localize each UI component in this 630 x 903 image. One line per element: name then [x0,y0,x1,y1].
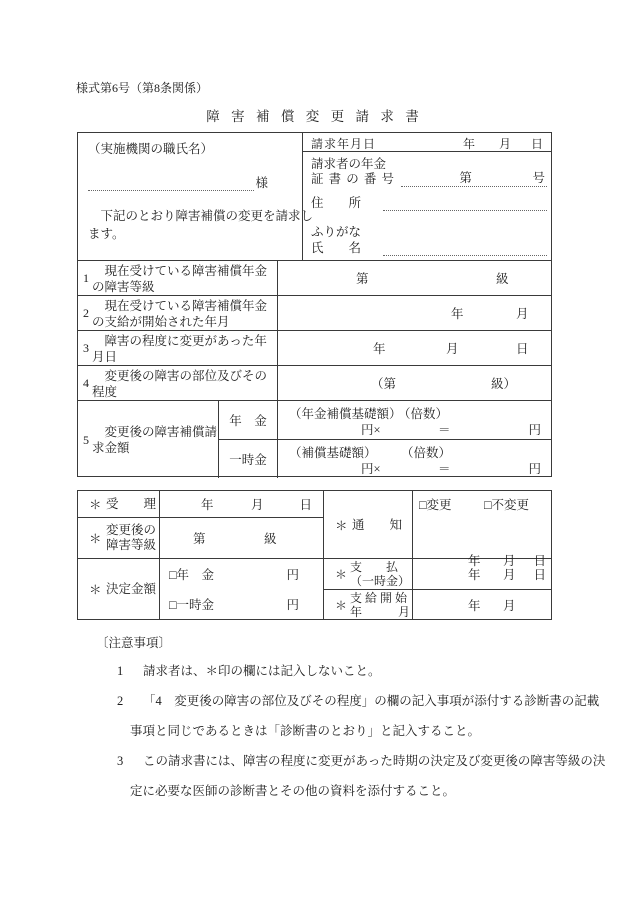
amount-label-cell: ＊ 決定金額 [78,559,160,619]
checkbox-pension[interactable]: □年 金 [169,568,215,582]
row2-label: 2 現在受けている障害補償年金 の支給が開始された年月 [78,296,278,330]
yen-label: 円 [286,568,299,582]
asterisk-mark: ＊ [335,518,348,533]
declaration-text: 下記のとおり障害補償の変更を請求し ます。 [88,209,314,241]
year-label: 年 [463,137,476,151]
agency-label: （実施機関の職氏名） [88,142,214,156]
day-label: 日 [530,137,543,151]
request-date-row [303,133,551,152]
cert-label-line2: 証 書 の 番 号 [311,172,396,186]
cert-number-row [311,169,547,187]
start-label-cell: ＊ 支 給 開 始 年 月 [324,590,413,619]
form-number: 様式第6号（第8条関係） [76,81,209,95]
row-number: 3 [83,341,89,355]
table-row [78,330,551,365]
asterisk-mark: ＊ [89,532,102,546]
row-number: 1 [83,271,89,285]
notice-label-cell: ＊ 通 知 [324,491,413,559]
notes-heading: 〔注意事項〕 [96,636,172,650]
header-section [78,133,551,260]
page-title: 障 害 補 償 変 更 請 求 書 [206,109,423,124]
start-date-field[interactable]: 年 月 [468,598,516,613]
row3-value-field[interactable]: 年 月 日 [373,342,529,356]
yen-label: 円 [286,598,299,612]
asterisk-mark: ＊ [335,598,348,612]
amount-value-field [160,559,324,619]
row5-label: 5 変更後の障害補償請 求金額 [78,401,219,478]
table-row [78,295,551,330]
asterisk-mark: ＊ [335,567,348,582]
cert-number-input-line[interactable] [401,172,547,187]
row4-value-field[interactable]: （第 級） [371,377,517,391]
payment-date-field[interactable]: 年 月 日 [413,559,551,590]
claimant-cell [303,133,551,260]
name-label: 氏 名 [311,241,362,255]
agency-name-input-line[interactable] [88,177,254,191]
row3-label: 3 障害の程度に変更があった年 月日 [78,331,278,365]
row4-label: 4 変更後の障害の部位及びその 程度 [78,366,278,400]
furigana-label: ふりがな [311,225,362,239]
name-row [311,238,547,256]
checkbox-lumpsum[interactable]: □一時金 [169,598,215,612]
checkbox-change[interactable]: □変更 [419,498,452,512]
main-table [77,132,552,477]
pension-sublabel: 年 金 [219,401,278,439]
name-input-line[interactable] [383,241,547,256]
notes-list [117,656,606,806]
row-number: 5 [83,432,89,447]
agency-cell [78,133,314,260]
checkbox-no-change[interactable]: □不変更 [484,498,530,512]
table-row [78,260,551,295]
sama-suffix: 様 [255,176,268,190]
note-number: 1 [117,664,124,678]
address-input-line[interactable] [383,196,547,211]
row1-value-field[interactable]: 第 級 [356,272,509,286]
list-item: 1 請求者は、＊印の欄には記入しないこと。 [117,656,587,686]
address-label: 住 所 [311,196,362,210]
list-item: 2 「4 変更後の障害の部位及びその程度」の欄の記入事項が添付する診断書の記載 事項と同じであるときは「診断書のとおり」と記入すること。 [117,686,587,746]
row-number: 2 [83,306,89,320]
asterisk-mark: ＊ [89,498,102,512]
notice-result-field: □変更 □不変更 年 月 日 [413,491,551,559]
agency-name-row [88,173,292,191]
list-item: 3 この請求書には、障害の程度に変更があった時期の決定及び変更後の障害等級の決 定に必要な医師の診断書とその他の資料を添付すること。 [117,746,587,806]
request-date-label: 請求年月日 [311,137,377,151]
accept-label-cell: ＊ 受 理 [78,491,160,518]
office-use-table [77,490,552,620]
month-label: 月 [499,137,512,151]
note-number: 3 [117,754,124,768]
table-row [78,365,551,400]
grade-label-cell: ＊ 変更後の 障害等級 [78,518,160,559]
address-row [311,193,547,211]
lumpsum-sublabel: 一時金 [219,440,278,478]
note-number: 2 [117,694,124,708]
row2-value-field[interactable]: 年 月 [451,307,529,321]
asterisk-mark: ＊ [89,583,102,597]
grade-value-field[interactable]: 第 級 [160,518,324,559]
table-row [78,400,551,478]
row-number: 4 [83,376,89,390]
go-suffix: 号 [532,171,545,185]
payment-label-cell: ＊ 支 払 （一時金） [324,559,413,590]
cert-label-line1: 請求者の年金 [311,157,387,171]
lumpsum-amount-field[interactable]: （補償基礎額） （倍数） 円× ＝ 円 [289,446,541,476]
dai-prefix: 第 [459,171,472,185]
accept-date-field[interactable]: 年 月 日 [160,491,324,518]
row1-label: 1 現在受けている障害補償年金 の障害等級 [78,261,278,295]
pension-amount-field[interactable]: （年金補償基礎額） （倍数） 円× ＝ 円 [289,407,541,437]
